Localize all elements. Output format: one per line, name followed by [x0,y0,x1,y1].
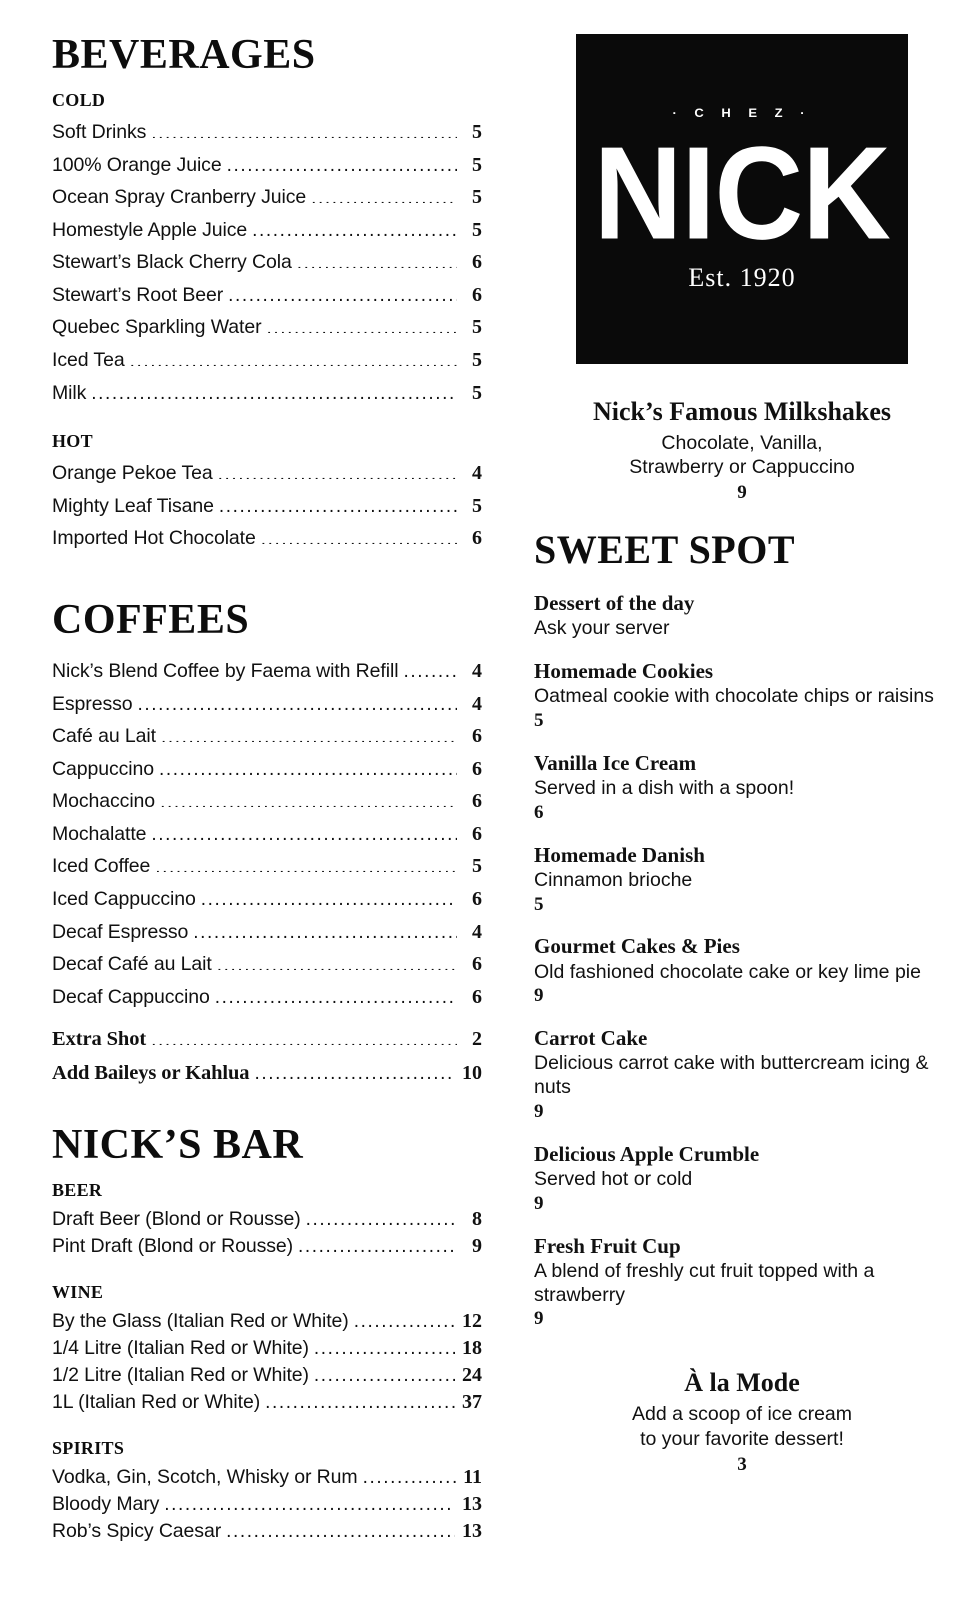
item-name: Nick’s Blend Coffee by Faema with Refill [52,659,399,682]
item-price: 5 [472,186,482,209]
milkshakes-flavors-line-2: Strawberry or Cappuccino [629,456,855,479]
spacer [52,1270,482,1282]
menu-row [52,1308,482,1335]
item-name: Vodka, Gin, Scotch, Whisky or Rum [52,1465,358,1488]
menu-row [52,311,482,344]
leader-dots [193,918,457,938]
menu-row [52,785,482,818]
item-price: 5 [472,153,482,176]
dessert-name: Dessert of the day [534,591,695,616]
item-price: 5 [472,218,482,241]
dessert-name: Fresh Fruit Cup [534,1233,681,1258]
spacer [52,565,482,599]
dessert-name: Carrot Cake [534,1026,648,1051]
milkshakes-callout [534,396,950,506]
item-name: Extra Shot [52,1028,147,1051]
leader-dots [298,1234,457,1254]
item-name: Pint Draft (Blond or Rousse) [52,1234,294,1257]
dessert-item [534,590,950,641]
item-name: Imported Hot Chocolate [52,527,256,550]
dessert-item [534,933,950,1008]
menu-row [52,1518,482,1545]
leader-dots [138,690,458,710]
leader-dots [161,723,457,743]
leader-dots [215,983,457,1003]
item-name: Stewart’s Root Beer [52,283,224,306]
spacer [52,1100,482,1124]
menu-row [52,149,482,182]
menu-row [52,457,482,490]
menu-row [52,246,482,279]
item-price: 5 [472,855,482,878]
subheading-hot: HOT [52,431,93,452]
item-price: 11 [463,1465,482,1488]
item-price: 9 [472,1234,482,1257]
bar-beer-list [52,1206,482,1260]
leader-dots [151,119,457,139]
item-price: 6 [472,757,482,780]
leader-dots [155,853,457,873]
menu-row [52,818,482,851]
item-name: Mochaccino [52,790,156,813]
item-price: 6 [472,725,482,748]
leader-dots [159,755,457,775]
leader-dots [311,184,457,204]
item-name: Decaf Cappuccino [52,985,210,1008]
item-price: 13 [462,1519,482,1542]
menu-row [52,214,482,247]
dessert-name: Homemade Danish [534,842,705,867]
leader-dots [151,1026,457,1046]
a-la-mode-title: À la Mode [684,1368,800,1398]
item-name: Decaf Café au Lait [52,953,212,976]
item-price: 4 [472,462,482,485]
menu-row [52,883,482,916]
milkshakes-title: Nick’s Famous Milkshakes [592,397,892,426]
logo-container [534,34,950,364]
item-price: 5 [472,381,482,404]
menu-row [52,1491,482,1518]
leader-dots [314,1336,455,1356]
a-la-mode-line-1: Add a scoop of ice cream [631,1402,853,1425]
dessert-description: Delicious carrot cake with buttercream icing & nuts [534,1052,929,1099]
menu-row [52,181,482,214]
dessert-name: Delicious Apple Crumble [534,1141,760,1166]
item-name: By the Glass (Italian Red or White) [52,1309,349,1332]
menu-row [52,655,482,688]
menu-row [52,1362,482,1389]
leader-dots [254,1059,455,1079]
subheading-beer: BEER [52,1179,103,1200]
item-name: Espresso [52,692,133,715]
dessert-description: Oatmeal cookie with chocolate chips or raisins [534,685,934,708]
dessert-description: Ask your server [534,617,670,640]
leader-dots [226,1519,455,1539]
dessert-price: 9 [534,985,544,1007]
menu-row [52,850,482,883]
menu-row [52,720,482,753]
left-column [52,34,482,1614]
item-price: 2 [472,1028,482,1051]
right-column [482,34,950,1614]
menu-row [52,1464,482,1491]
leader-dots [265,1390,455,1410]
item-name: Rob’s Spicy Caesar [52,1519,222,1542]
page-title-beverages: BEVERAGES [52,32,316,78]
leader-dots [130,347,457,367]
item-name: Mochalatte [52,822,147,845]
logo-nick-text: NICK [593,118,891,268]
menu-row-addon [52,1057,482,1090]
item-name: 100% Orange Juice [52,153,222,176]
leader-dots [227,151,457,171]
leader-dots [151,820,457,840]
dessert-price: 6 [534,801,544,823]
leader-dots [219,492,457,512]
item-name: Ocean Spray Cranberry Juice [52,186,307,209]
item-name: Mighty Leaf Tisane [52,494,214,517]
menu-row [52,688,482,721]
dessert-description: Old fashioned chocolate cake or key lime pie [534,960,921,983]
item-price: 6 [472,790,482,813]
leader-dots [261,525,457,545]
menu-row [52,344,482,377]
menu-row [52,753,482,786]
item-price: 18 [462,1336,482,1359]
item-price: 6 [472,887,482,910]
chez-nick-logo [576,34,908,364]
item-price: 12 [462,1309,482,1332]
logo-chez-text: · C H E Z · [672,105,812,120]
beverages-cold-list [52,116,482,409]
dessert-price: 5 [534,893,544,915]
item-name: 1/2 Litre (Italian Red or White) [52,1363,309,1386]
item-price: 6 [472,251,482,274]
milkshakes-price: 9 [737,482,747,504]
dessert-description: Served in a dish with a spoon! [534,777,795,800]
leader-dots [297,249,457,269]
item-name: Iced Cappuccino [52,887,196,910]
item-name: Soft Drinks [52,121,147,143]
subheading-spirits: SPIRITS [52,1437,125,1458]
item-price: 4 [472,920,482,943]
leader-dots [228,281,457,301]
item-price: 6 [472,822,482,845]
item-name: Homestyle Apple Juice [52,218,248,241]
dessert-description: A blend of freshly cut fruit topped with a strawberry [534,1259,875,1306]
item-price: 4 [472,692,482,715]
dessert-item [534,1141,950,1216]
coffees-list [52,655,482,1013]
menu-row [52,116,482,149]
coffee-addons-list [52,1023,482,1089]
leader-dots [252,216,457,236]
bar-spirits-list [52,1464,482,1545]
milkshakes-flavors-line-1: Chocolate, Vanilla, [661,431,823,454]
item-price: 6 [472,985,482,1008]
a-la-mode-callout [534,1367,950,1477]
dessert-item [534,1025,950,1124]
item-price: 8 [472,1207,482,1230]
dessert-price: 9 [534,1192,544,1214]
item-price: 5 [472,121,482,143]
item-price: 6 [472,953,482,976]
leader-dots [201,885,457,905]
item-price: 6 [472,283,482,306]
item-price: 5 [472,494,482,517]
page-title-coffees: COFFEES [52,596,250,643]
page-title-bar: NICK’S BAR [52,1121,304,1168]
item-price: 13 [462,1492,482,1515]
dessert-description: Served hot or cold [534,1168,693,1191]
item-name: Iced Tea [52,349,125,372]
leader-dots [91,379,457,399]
item-price: 24 [462,1363,482,1386]
leader-dots [354,1309,455,1329]
item-name: Stewart’s Black Cherry Cola [52,251,292,274]
beverages-hot-list [52,457,482,555]
leader-dots [218,460,457,480]
item-price: 5 [472,316,482,339]
item-name: Café au Lait [52,725,156,748]
leader-dots [160,788,457,808]
bar-wine-list [52,1308,482,1416]
menu-row [52,981,482,1014]
sweet-spot-list [534,590,950,1331]
dessert-name: Gourmet Cakes & Pies [534,934,740,959]
dessert-item [534,750,950,825]
dessert-item [534,658,950,733]
leader-dots [217,951,457,971]
dessert-name: Homemade Cookies [534,659,714,684]
item-name: Quebec Sparkling Water [52,316,262,339]
item-name: Iced Coffee [52,855,151,878]
dessert-price: 5 [534,710,544,732]
dessert-name: Vanilla Ice Cream [534,750,697,775]
menu-row-addon [52,1023,482,1056]
item-name: 1/4 Litre (Italian Red or White) [52,1336,309,1359]
item-price: 10 [462,1061,482,1084]
subheading-cold: COLD [52,90,106,110]
item-name: Decaf Espresso [52,920,189,943]
leader-dots [267,314,457,334]
menu-row [52,948,482,981]
item-name: Milk [52,381,87,404]
leader-dots [164,1492,455,1512]
leader-dots [403,657,457,677]
menu-row [52,522,482,555]
menu-row [52,1389,482,1416]
spacer [52,419,482,431]
leader-dots [314,1363,455,1383]
dessert-description: Cinnamon brioche [534,868,693,891]
item-price: 37 [462,1390,482,1413]
menu-row [52,1206,482,1233]
item-name: Cappuccino [52,757,154,780]
dessert-item [534,842,950,917]
item-price: 6 [472,527,482,550]
item-name: Orange Pekoe Tea [52,462,213,485]
dessert-price: 9 [534,1101,544,1123]
menu-row [52,490,482,523]
item-price: 5 [472,349,482,372]
menu-row [52,279,482,312]
spacer [52,1426,482,1438]
logo-established-text: Est. 1920 [688,262,796,292]
menu-row [52,1233,482,1260]
menu-row [52,916,482,949]
menu-row [52,1335,482,1362]
item-name: 1L (Italian Red or White) [52,1390,261,1413]
menu-row [52,377,482,410]
page-title-sweet-spot: SWEET SPOT [534,527,796,573]
subheading-wine: WINE [52,1281,104,1302]
item-price: 4 [472,659,482,682]
dessert-item [534,1233,950,1332]
a-la-mode-price: 3 [737,1453,747,1475]
item-name: Add Baileys or Kahlua [52,1061,250,1084]
item-name: Bloody Mary [52,1492,160,1515]
leader-dots [363,1465,457,1485]
a-la-mode-line-2: to your favorite dessert! [640,1427,844,1450]
leader-dots [306,1207,457,1227]
item-name: Draft Beer (Blond or Rousse) [52,1207,301,1230]
dessert-price: 9 [534,1308,544,1330]
